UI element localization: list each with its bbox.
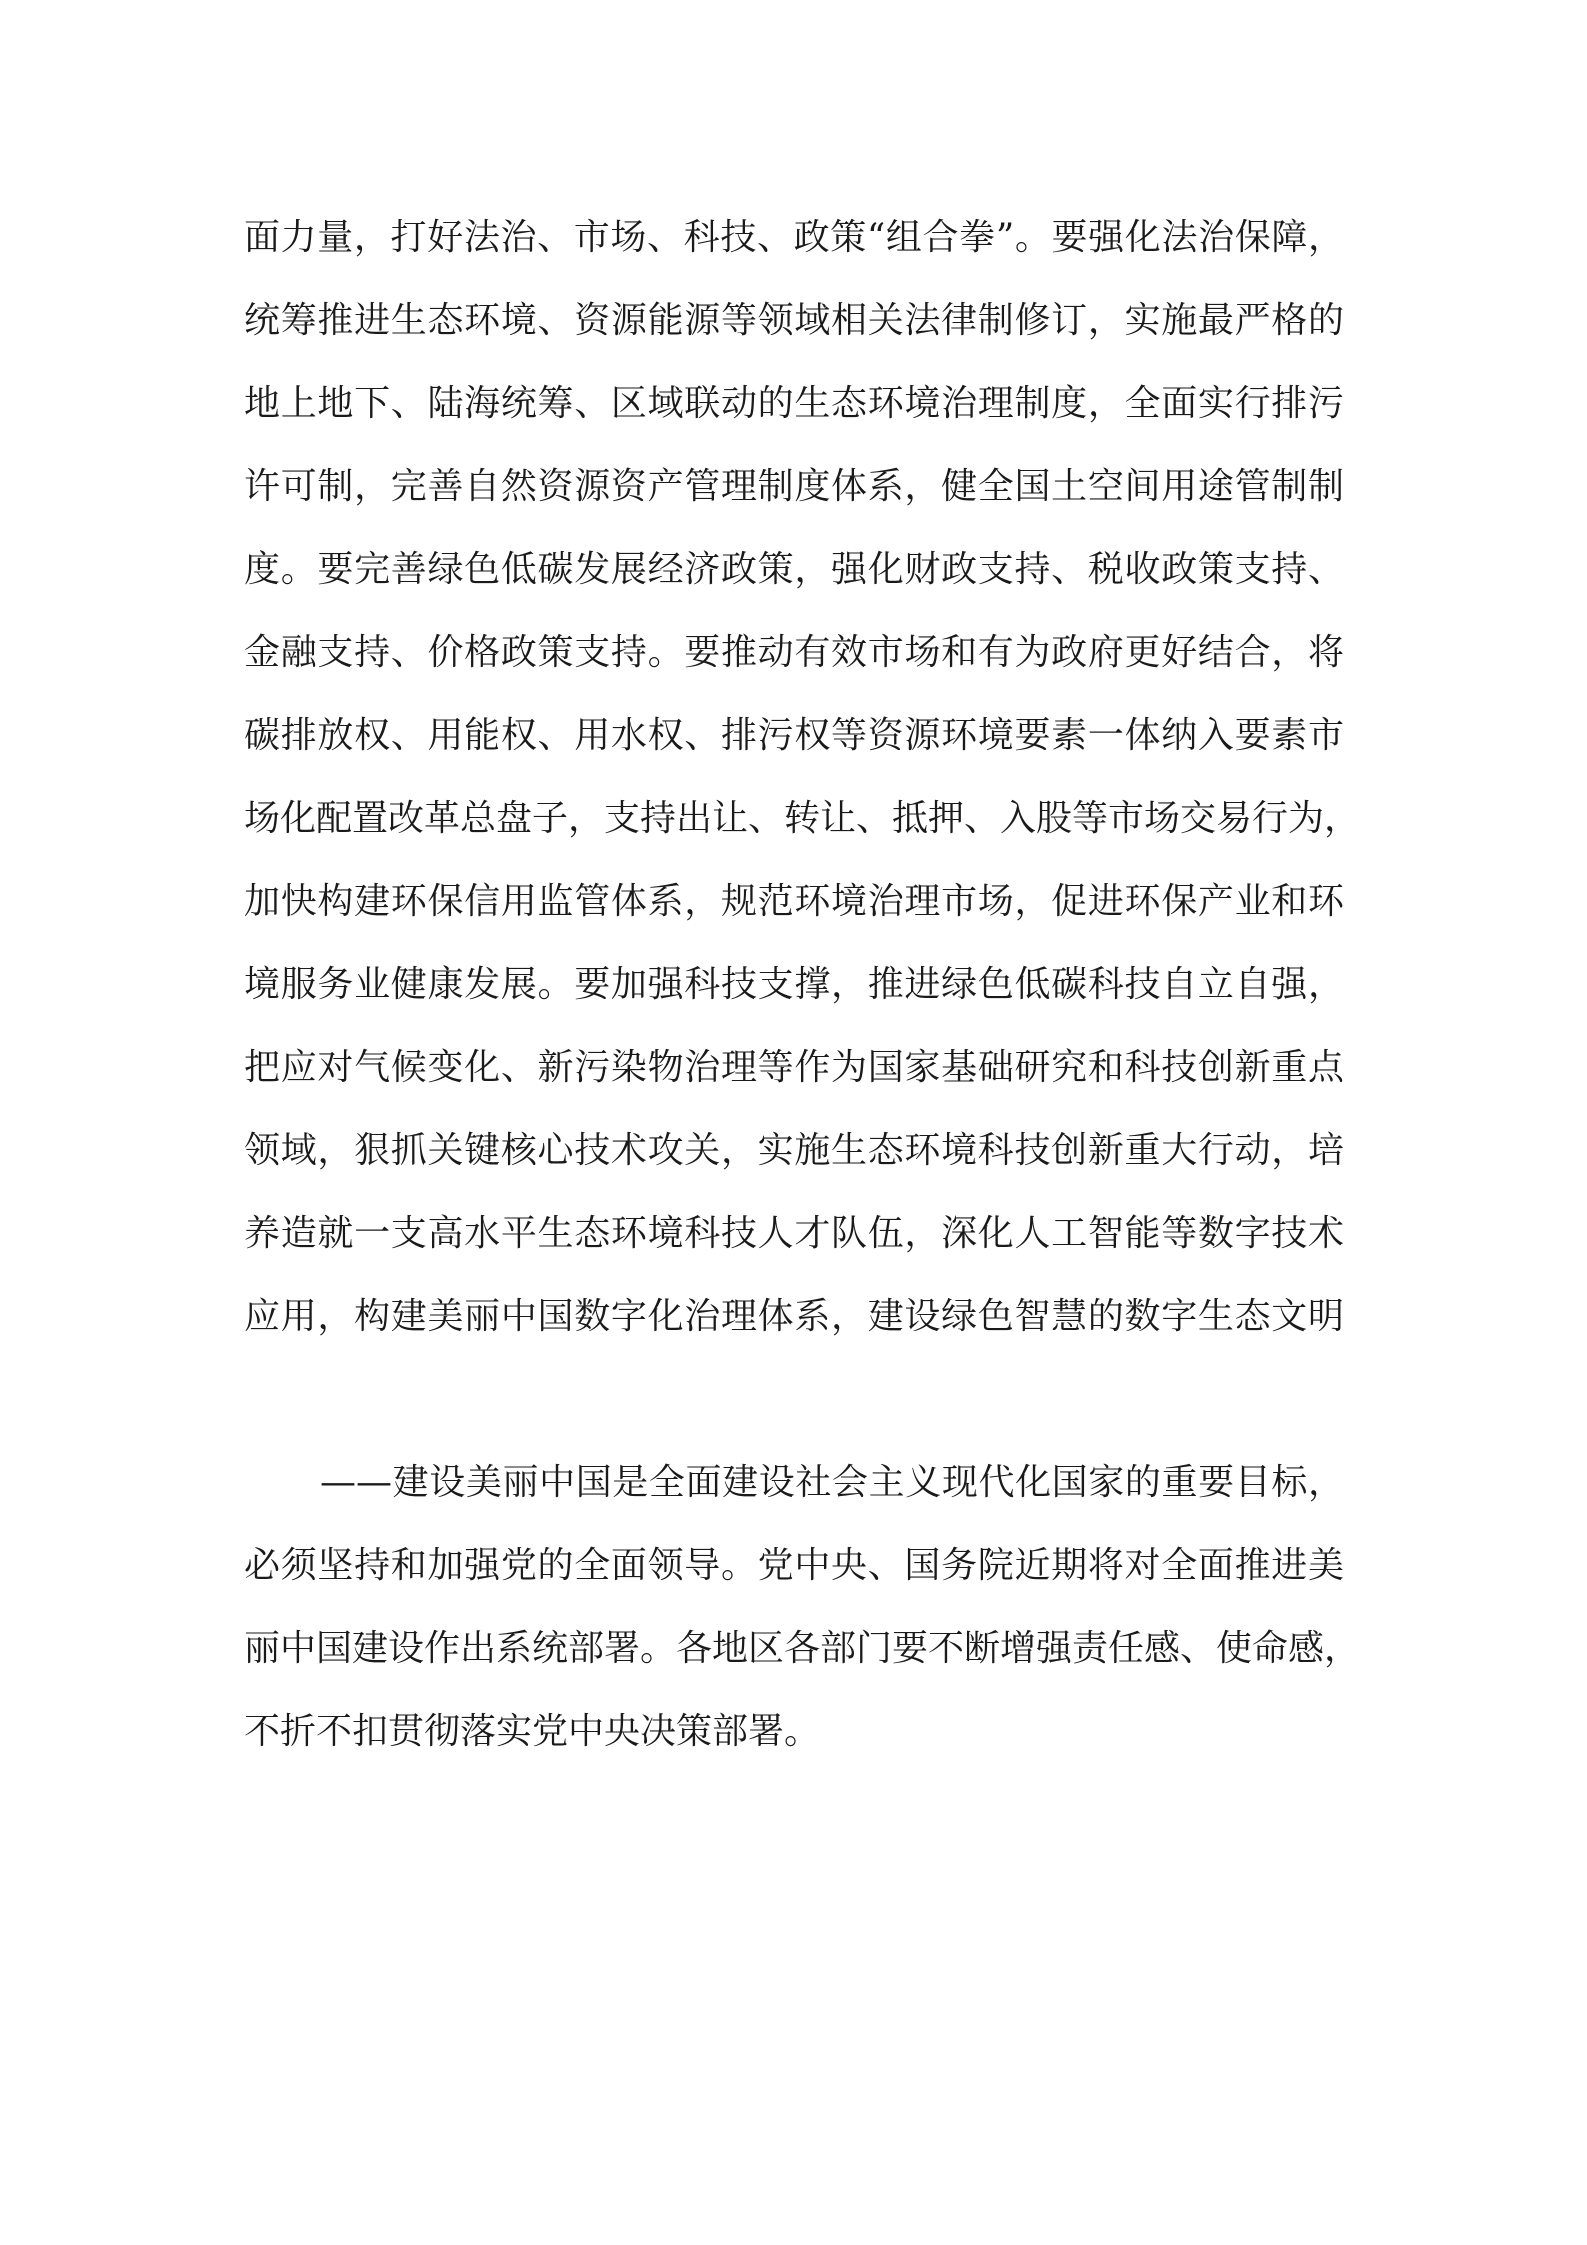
paragraph-line: 地上地下、陆海统筹、区域联动的生态环境治理制度，全面实行排污: [244, 383, 1344, 424]
paragraph-line: 不折不扣贯彻落实党中央决策部署。: [244, 1711, 821, 1752]
paragraph-line: 统筹推进生态环境、资源能源等领域相关法律制修订，实施最严格的: [244, 300, 1344, 341]
paragraph-line: 境服务业健康发展。要加强科技支撑，推进绿色低碳科技自立自强，: [244, 964, 1344, 1005]
paragraph-line: 应用，构建美丽中国数字化治理体系，建设绿色智慧的数字生态文明: [244, 1296, 1344, 1337]
paragraph-line: 丽中国建设作出系统部署。各地区各部门要不断增强责任感、使命感，: [244, 1628, 1361, 1669]
paragraph-line: 把应对气候变化、新污染物治理等作为国家基础研究和科技创新重点: [244, 1047, 1344, 1088]
paragraph-line: 许可制，完善自然资源资产管理制度体系，健全国土空间用途管制制: [244, 466, 1344, 507]
paragraph-line: 领域，狠抓关键核心技术攻关，实施生态环境科技创新重大行动，培: [244, 1130, 1344, 1171]
paragraph-line: ——建设美丽中国是全面建设社会主义现代化国家的重要目标，: [320, 1462, 1344, 1503]
paragraph-line: 金融支持、价格政策支持。要推动有效市场和有为政府更好结合，将: [244, 632, 1344, 673]
paragraph-line: 面力量，打好法治、市场、科技、政策“组合拳”。要强化法治保障，: [244, 217, 1344, 258]
paragraph-line: 养造就一支高水平生态环境科技人才队伍，深化人工智能等数字技术: [244, 1213, 1344, 1254]
paragraph-line: 必须坚持和加强党的全面领导。党中央、国务院近期将对全面推进美: [244, 1545, 1344, 1586]
paragraph-line: 度。要完善绿色低碳发展经济政策，强化财政支持、税收政策支持、: [244, 549, 1344, 590]
paragraph-line: 场化配置改革总盘子，支持出让、转让、抵押、入股等市场交易行为，: [244, 798, 1361, 839]
paragraph-line: 加快构建环保信用监管体系，规范环境治理市场，促进环保产业和环: [244, 881, 1344, 922]
paragraph-line: 碳排放权、用能权、用水权、排污权等资源环境要素一体纳入要素市: [244, 715, 1344, 756]
